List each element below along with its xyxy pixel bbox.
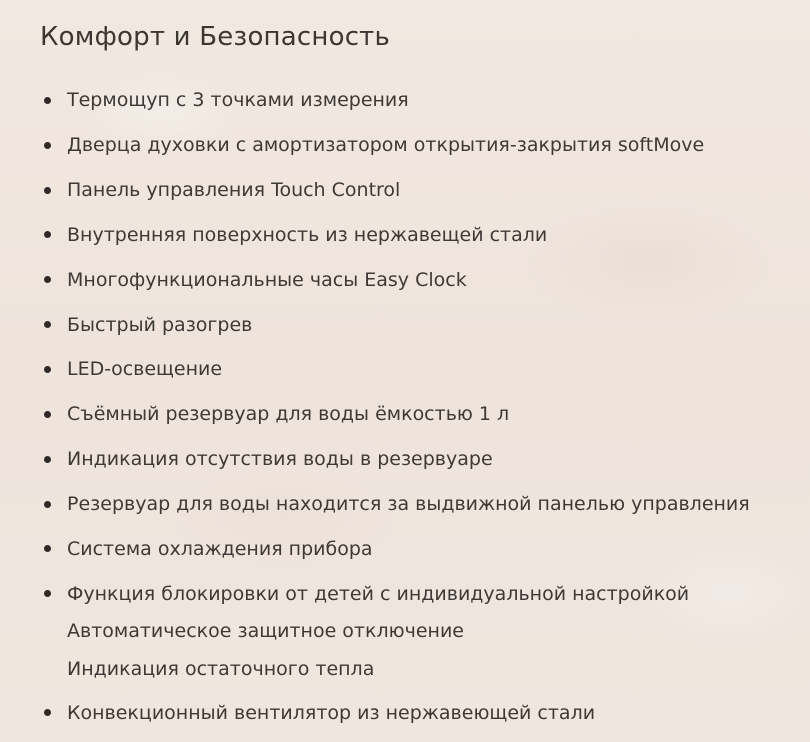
feature-text: Панель управления Touch Control bbox=[67, 179, 401, 202]
feature-subitem: Автоматическое защитное отключение bbox=[67, 620, 464, 643]
feature-text: Система охлаждения прибора bbox=[67, 537, 373, 560]
feature-subitem: Индикация остаточного тепла bbox=[67, 658, 375, 681]
feature-item bbox=[44, 437, 784, 482]
feature-item bbox=[44, 571, 784, 616]
bullet-icon bbox=[44, 456, 51, 463]
bullet-icon bbox=[44, 590, 51, 597]
feature-text: LED-освещение bbox=[67, 358, 223, 381]
feature-text: Съёмный резервуар для воды ёмкостью 1 л bbox=[67, 403, 510, 426]
feature-text: Конвекционный вентилятор из нержавеющей стали bbox=[67, 701, 596, 724]
feature-item bbox=[44, 168, 784, 213]
feature-text: Индикация отсутствия воды в резервуаре bbox=[67, 448, 493, 471]
features-list bbox=[44, 78, 784, 735]
bullet-icon bbox=[44, 276, 51, 283]
feature-text: Функция блокировки от детей с индивидуальной настройкой bbox=[67, 582, 690, 605]
feature-item bbox=[44, 78, 784, 123]
feature-item bbox=[44, 526, 784, 571]
feature-subitems bbox=[67, 612, 784, 688]
feature-item bbox=[44, 213, 784, 258]
bullet-icon bbox=[44, 142, 51, 149]
feature-item bbox=[44, 482, 784, 527]
feature-text: Быстрый разогрев bbox=[67, 313, 253, 336]
bullet-icon bbox=[44, 97, 51, 104]
feature-text: Внутренняя поверхность из нержавещей стали bbox=[67, 223, 548, 246]
bullet-icon bbox=[44, 321, 51, 328]
feature-item bbox=[44, 257, 784, 302]
bullet-icon bbox=[44, 187, 51, 194]
bullet-icon bbox=[44, 366, 51, 373]
feature-text: Дверца духовки с амортизатором открытия-закрытия softMove bbox=[67, 134, 705, 157]
bullet-icon bbox=[44, 501, 51, 508]
feature-item bbox=[44, 302, 784, 347]
feature-text: Термощуп с 3 точками измерения bbox=[67, 89, 409, 112]
feature-item bbox=[44, 690, 784, 735]
bullet-icon bbox=[44, 709, 51, 716]
bullet-icon bbox=[44, 545, 51, 552]
section-title: Комфорт и Безопасность bbox=[40, 22, 391, 53]
bullet-icon bbox=[44, 411, 51, 418]
feature-item bbox=[44, 347, 784, 392]
feature-item bbox=[44, 123, 784, 168]
feature-text: Многофункциональные часы Easy Clock bbox=[67, 268, 467, 291]
feature-text: Резервуар для воды находится за выдвижной панелью управления bbox=[67, 493, 750, 516]
feature-item bbox=[44, 392, 784, 437]
bullet-icon bbox=[44, 231, 51, 238]
